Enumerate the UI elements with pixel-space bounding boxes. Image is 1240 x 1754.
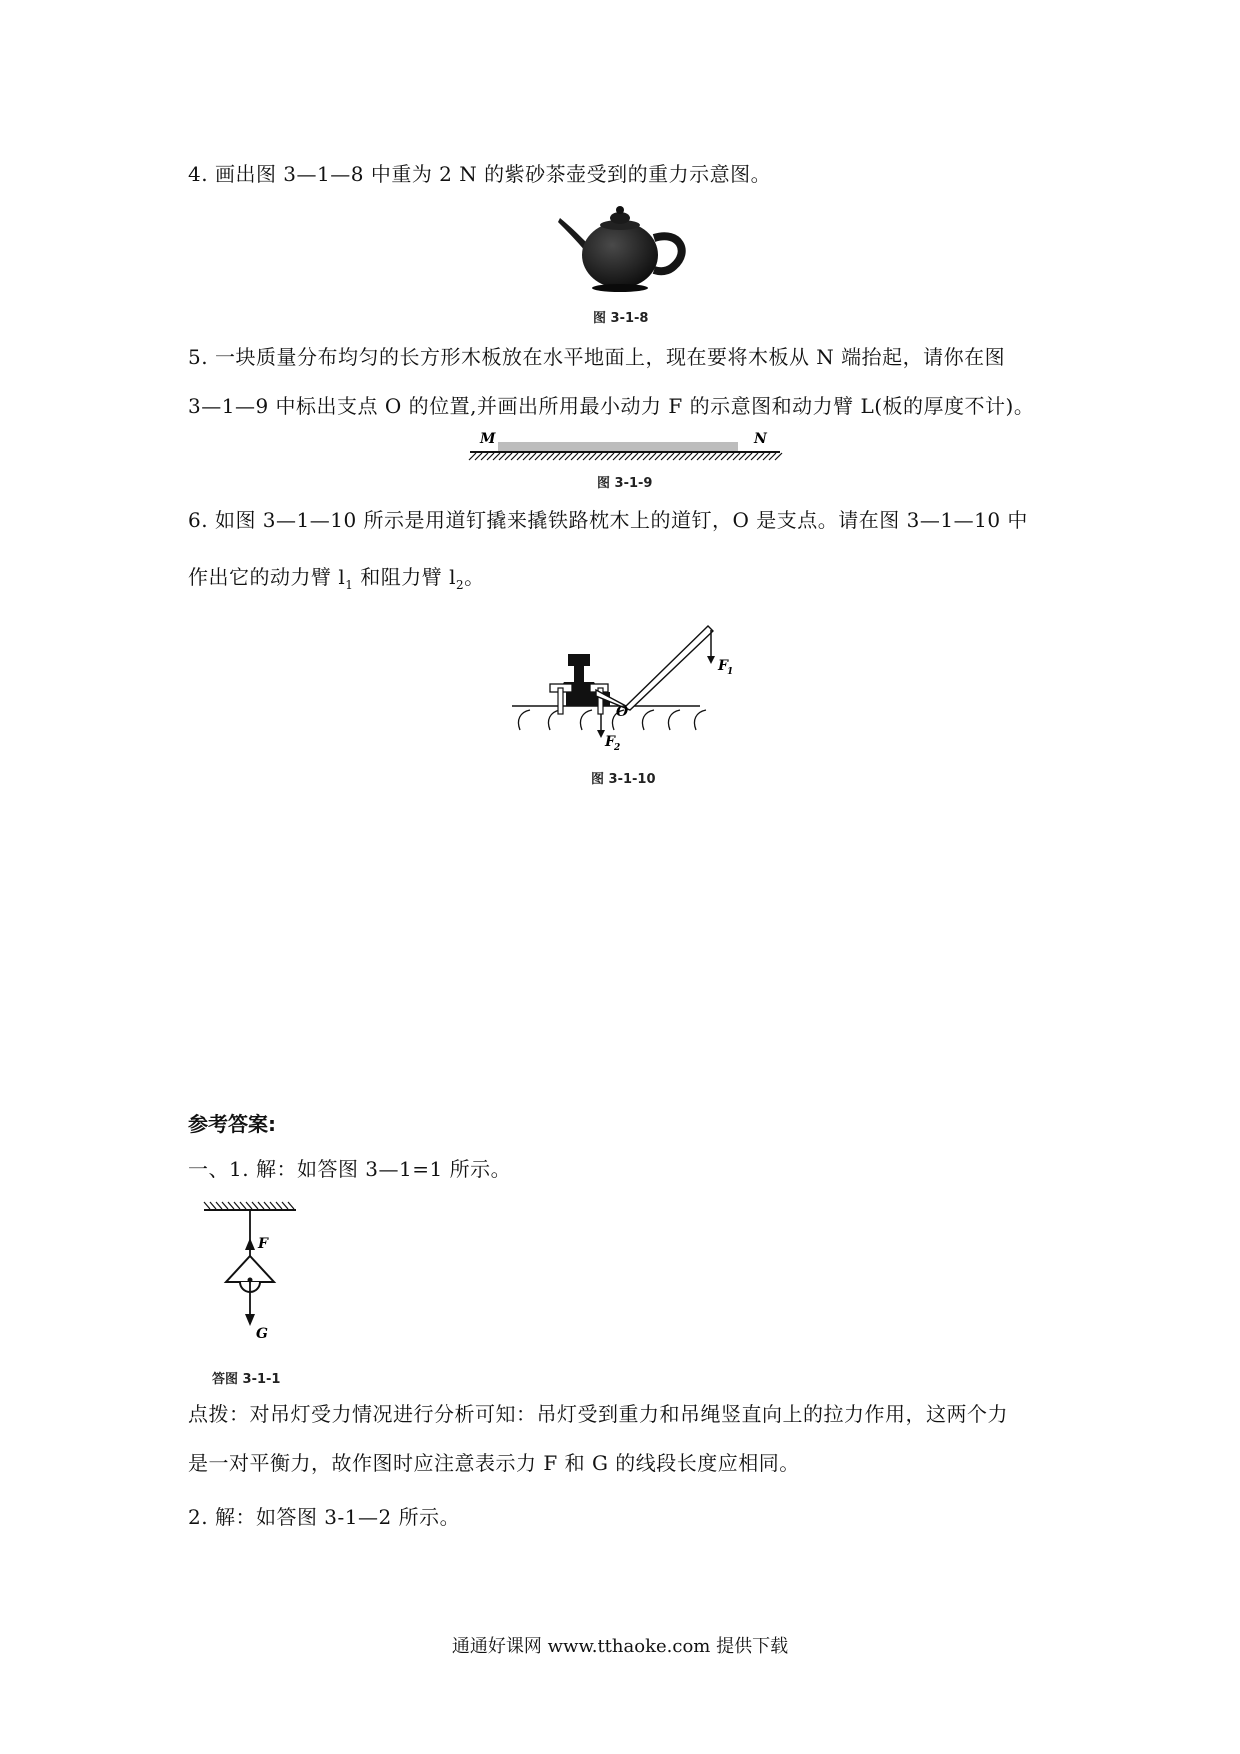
- question-5-line-1: 5. 一块质量分布均匀的长方形木板放在水平地面上，现在要将木板从 N 端抬起，请你在图: [188, 345, 1006, 369]
- force-f2-arrow: [597, 730, 605, 738]
- figure-caption-3-1-8: 图 3-1-8: [593, 311, 649, 326]
- ground-hatching: [469, 453, 782, 460]
- label-m: M: [480, 431, 496, 447]
- answer-figure-caption-3-1-1: 答图 3-1-1: [212, 1372, 281, 1387]
- spike-crowbar-diagram: [510, 618, 750, 758]
- answers-heading: 参考答案:: [188, 1112, 276, 1136]
- label-o: O: [616, 704, 629, 720]
- board-on-ground-diagram: [460, 428, 790, 462]
- label-n: N: [754, 431, 767, 447]
- force-g-arrow: [245, 1314, 255, 1326]
- subscript-1: 1: [345, 578, 354, 592]
- wooden-board: [498, 442, 738, 451]
- page-footer: 通通好课网 www.tthaoke.com 提供下载: [451, 1636, 789, 1657]
- label-f2-sub: 2: [614, 743, 621, 753]
- force-f1-arrow: [707, 656, 715, 664]
- question-6-line-2: [188, 563, 485, 599]
- label-f1: F: [718, 658, 728, 674]
- answer-1-note-line-1: 点拨：对吊灯受力情况进行分析可知：吊灯受到重力和吊绳竖直向上的拉力作用，这两个力: [188, 1402, 1008, 1426]
- label-f: F: [258, 1236, 268, 1252]
- figure-caption-3-1-10: 图 3-1-10: [591, 772, 656, 787]
- question-6-line-1: 6. 如图 3—1—10 所示是用道钉撬来撬铁路枕木上的道钉，O 是支点。请在图 3—1—10 中: [188, 508, 1028, 532]
- answer-1-note-line-2: 是一对平衡力，故作图时应注意表示力 F 和 G 的线段长度应相同。: [188, 1451, 800, 1475]
- force-f-arrow: [245, 1238, 255, 1250]
- ceiling-hatching: [204, 1202, 294, 1209]
- label-f2: F: [605, 734, 615, 750]
- question-4-text: 4. 画出图 3—1—8 中重为 2 N 的紫砂茶壶受到的重力示意图。: [188, 162, 772, 186]
- question-6-text-b: 和阻力臂 l: [353, 565, 457, 589]
- spike-left: [558, 688, 563, 714]
- question-5-line-2: 3—1—9 中标出支点 O 的位置,并画出所用最小动力 F 的示意图和动力臂 L(板的厚度不计)。: [188, 394, 1035, 418]
- answer-1-text: 一、1. 解：如答图 3—1=1 所示。: [188, 1157, 512, 1181]
- figure-caption-3-1-9: 图 3-1-9: [597, 476, 653, 491]
- hanging-lamp-diagram: [196, 1198, 306, 1358]
- teapot-image: [550, 200, 700, 300]
- label-f1-sub: 1: [727, 667, 734, 677]
- label-g: G: [256, 1326, 268, 1342]
- ground-texture: [518, 710, 706, 730]
- crowbar: [596, 626, 713, 710]
- question-6-text-c: 。: [464, 565, 485, 589]
- question-6-text-a: 作出它的动力臂 l: [188, 565, 346, 589]
- answer-2-text: 2. 解：如答图 3-1—2 所示。: [188, 1505, 461, 1529]
- subscript-2: 2: [456, 578, 465, 592]
